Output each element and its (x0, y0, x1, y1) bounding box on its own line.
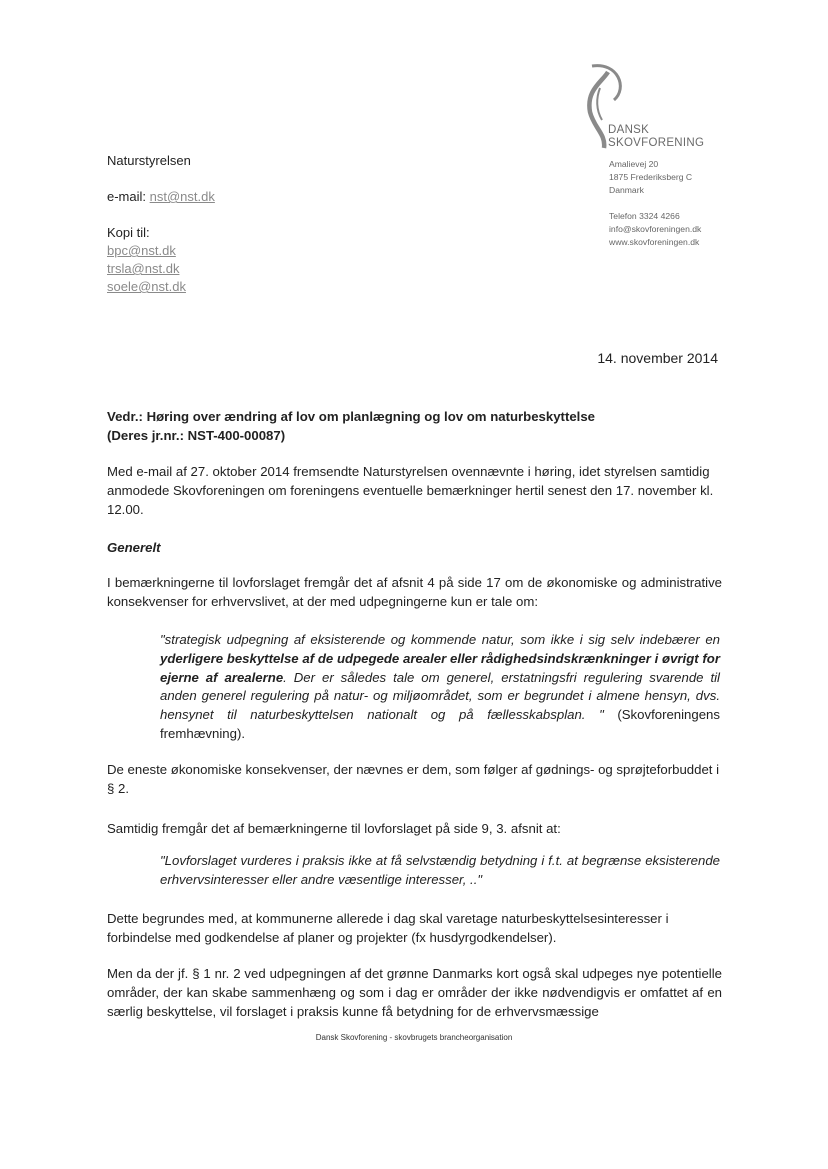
sender-website[interactable]: www.skovforeningen.dk (609, 237, 700, 247)
page-footer: Dansk Skovforening - skovbrugets brancheorganisation (315, 1033, 513, 1042)
recipient-block (107, 152, 215, 296)
subject-line-1: Vedr.: Høring over ændring af lov om planlægning og lov om naturbeskyttelse (107, 409, 596, 424)
recipient-name: Naturstyrelsen (107, 153, 191, 168)
address-street: Amalievej 20 (609, 159, 659, 169)
section-heading-general: Generelt (107, 540, 161, 555)
quote-text (160, 631, 720, 744)
paragraph-also (107, 820, 722, 839)
paragraph-intro (107, 463, 722, 519)
paragraph-text: De eneste økonomiske konsekvenser, der nævnes er dem, som følger af gødnings- og sprøjteforbuddet i § 2. (107, 762, 720, 796)
quote-part: . Der er således tale om generel, erstatningsfri regulering svarende til anden generel regulering på natur- og miljøområdet, som er begrundet i almene hensyn, dvs. hensynet til naturbeskyttelsen nationalt og på fællesskabsplan. " (160, 669, 720, 723)
paragraph-economic (107, 761, 722, 799)
paragraph-text: I bemærkningerne til lovforslaget fremgår det af afsnit 4 på side 17 om de økonomiske og administrative konsekvenser for erhvervslivet, at der med udpegningerne kun er tale om: (107, 575, 722, 609)
copy-label: Kopi til: (107, 225, 150, 240)
address-country: Danmark (609, 185, 644, 195)
address-city: 1875 Frederiksberg C (609, 172, 693, 182)
paragraph-text: Dette begrundes med, at kommunerne allerede i dag skal varetage naturbeskyttelsesinteresser i forbindelse med godkendelse af planer og projekter (fx husdyrgodkendelser). (107, 911, 669, 945)
quote-note: (Skovforeningens fremhævning). (160, 707, 720, 741)
org-line-2: SKOVFORENING (608, 137, 705, 149)
letter-date: 14. november 2014 (597, 350, 718, 366)
sender-phone: Telefon 3324 4266 (609, 211, 680, 221)
quote-part: "strategisk udpegning af eksisterende og kommende natur, som ikke i sig selv indebærer en (160, 632, 720, 647)
recipient-email-link[interactable]: nst@nst.dk (149, 189, 215, 204)
paragraph-text: Men da der jf. § 1 nr. 2 ved udpegningen af det grønne Danmarks kort også skal udpeges nye potentielle områder, der kan skabe sammenhæng og som i dag er områder der ikke nødvendigvis er omfattet af en særlig beskyttelse, vil forslaget i praksis kunne få betydning for de erhvervsmæssige (107, 966, 722, 1019)
org-line-1: DANSK (608, 124, 650, 136)
recipient-email-line (107, 188, 215, 206)
email-label: e-mail: (107, 189, 147, 204)
copy-email-link[interactable]: soele@nst.dk (107, 279, 186, 294)
quote-text: "Lovforslaget vurderes i praksis ikke at få selvstændig betydning i f.t. at begrænse eksisterende erhvervsinteresser eller andre væsentlige interesser, .." (160, 853, 720, 887)
subject-heading (107, 408, 722, 446)
copy-email-link[interactable]: bpc@nst.dk (107, 243, 176, 258)
sender-email[interactable]: info@skovforeningen.dk (609, 224, 702, 234)
paragraph-text: Med e-mail af 27. oktober 2014 fremsendte Naturstyrelsen ovennævnte i høring, idet styrelsen samtidig anmodede Skovforeningen om foreningens eventuelle bemærkninger hertil senest den 17. november kl. 12.00. (107, 464, 714, 517)
copy-email-link[interactable]: trsla@nst.dk (107, 261, 180, 276)
organization-name (608, 124, 704, 150)
quote-block (160, 852, 720, 890)
paragraph-justification (107, 910, 722, 948)
paragraph-text: Samtidig fremgår det af bemærkningerne til lovforslaget på side 9, 3. afsnit at: (107, 821, 561, 836)
paragraph-consequences (107, 574, 722, 612)
subject-line-2: (Deres jr.nr.: NST-400-00087) (107, 427, 286, 443)
paragraph-but (107, 965, 722, 1021)
quote-block (160, 631, 720, 744)
quote-emphasis: yderligere beskyttelse af de udpegede arealer eller rådighedsindskrænkninger i øvrigt for ejerne af arealerne (160, 650, 720, 685)
sender-address (609, 158, 701, 249)
